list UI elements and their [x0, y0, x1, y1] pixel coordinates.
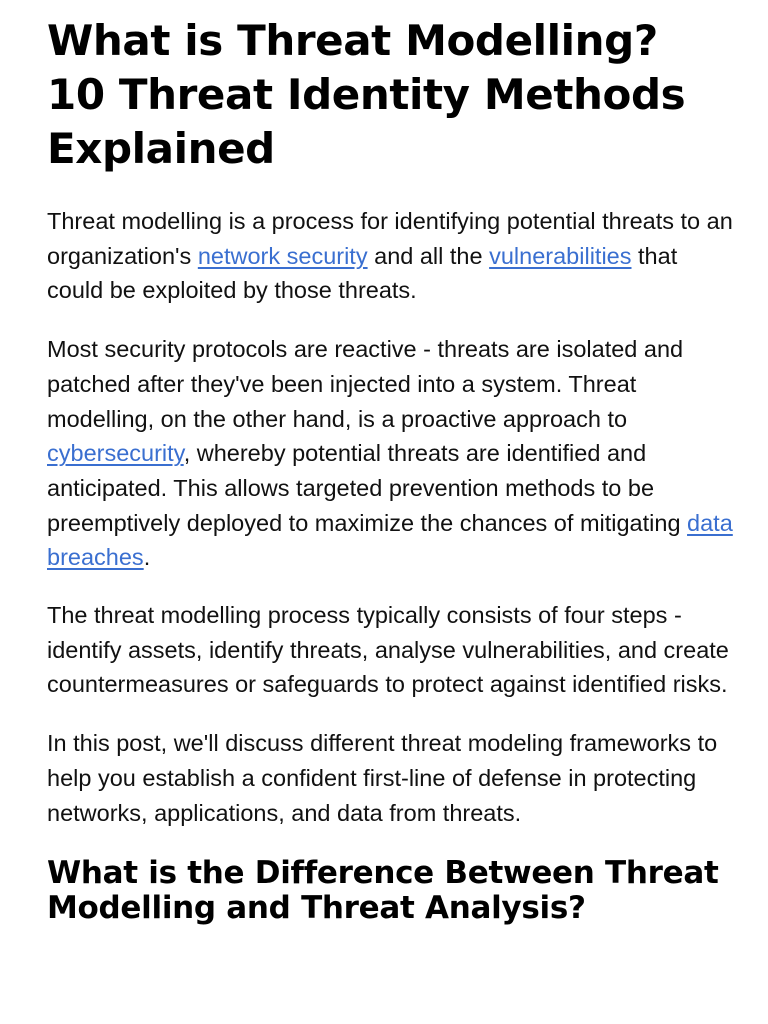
reactive-text-3: . — [143, 544, 151, 571]
article — [47, 14, 737, 926]
page-title-line-2: 10 Threat Identity Methods — [47, 70, 686, 119]
reactive-paragraph — [47, 332, 737, 575]
section-heading-line-2: Modelling and Threat Analysis? — [47, 890, 586, 927]
section-heading — [47, 856, 737, 926]
intro-text-2: and all the — [367, 242, 490, 269]
post-overview-paragraph: In this post, we'll discuss different threat modeling frameworks to help you establish a confident first-line of defense in protecting networks, applications, and data from threats. — [47, 730, 718, 826]
intro-text-1: Threat modelling is a process for identifying potential threats to an organization's — [47, 208, 733, 269]
page-title-line-3: Explained — [47, 124, 275, 173]
reactive-text-1: Most security protocols are reactive - threats are isolated and patched after they've been injected into a system. Threat modelling, on the other hand, is a proactive approach to — [47, 336, 684, 432]
intro-text-3: that could be exploited by those threats. — [47, 242, 678, 304]
reactive-text-2: , whereby potential threats are identified and anticipated. This allows targeted prevention methods to be preemptively deployed to maximize the chances of mitigating — [47, 440, 688, 536]
vulnerabilities-link[interactable]: vulnerabilities — [489, 242, 632, 269]
process-paragraph: The threat modelling process typically consists of four steps - identify assets, identify threats, analyse vulnerabilities, and create countermeasures or safeguards to protect against identified risks. — [47, 602, 729, 698]
page-title — [47, 14, 737, 176]
section-heading-line-1: What is the Difference Between Threat — [47, 855, 719, 892]
intro-paragraph — [47, 204, 737, 308]
data-breaches-link[interactable]: data breaches — [47, 509, 733, 571]
network-security-link[interactable]: network security — [197, 242, 368, 269]
cybersecurity-link[interactable]: cybersecurity — [47, 440, 184, 467]
page-title-line-1: What is Threat Modelling? — [47, 16, 658, 65]
